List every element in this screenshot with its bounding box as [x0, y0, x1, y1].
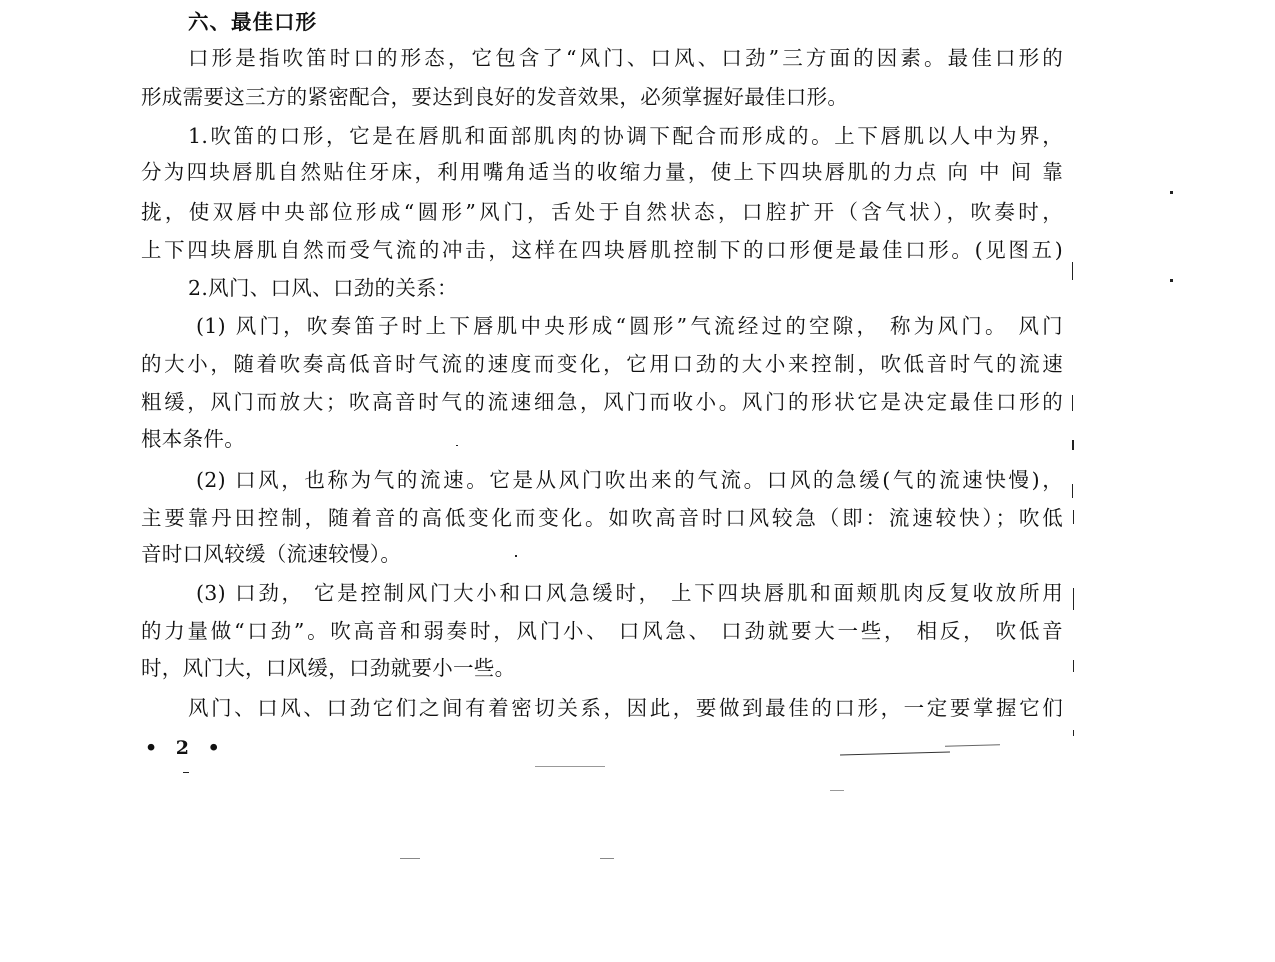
- scan-speck: [1170, 279, 1173, 282]
- text-line: 上下四块唇肌自然而受气流的冲击，这样在四块唇肌控制下的口形便是最佳口形。(见图五): [141, 238, 1063, 262]
- scan-speck: [1072, 484, 1073, 498]
- page-number: • 2 •: [145, 737, 226, 759]
- text-line: 风门、口风、口劲它们之间有着密切关系，因此，要做到最佳的口形，一定要掌握它们: [188, 696, 1063, 720]
- text-line: 音时口风较缓（流速较慢）。: [141, 542, 402, 566]
- text-line: 主要靠丹田控制，随着音的高低变化而变化。如吹高音时口风较急（即：流速较快）；吹低: [141, 506, 1063, 530]
- text-line: 形成需要这三方的紧密配合，要达到良好的发音效果，必须掌握好最佳口形。: [141, 85, 849, 109]
- text-line: (2) 口风，也称为气的流速。它是从风门吹出来的气流。口风的急缓(气的流速快慢)，: [196, 468, 1063, 492]
- scan-speck: [1072, 440, 1074, 450]
- text-line: 1.吹笛的口形，它是在唇肌和面部肌肉的协调下配合而形成的。上下唇肌以人中为界，: [188, 124, 1063, 148]
- scan-speck: [1073, 660, 1074, 672]
- text-line: (1) 风门，吹奏笛子时上下唇肌中央形成“圆形”气流经过的空隙， 称为风门。 风门: [196, 314, 1063, 338]
- text-line: 的力量做“口劲”。吹高音和弱奏时，风门小、 口风急、 口劲就要大一些， 相反， 吹低音: [141, 619, 1063, 643]
- text-line: 分为四块唇肌自然贴住牙床，利用嘴角适当的收缩力量，使上下四块唇肌的力点 向 中 间 靠: [141, 160, 1063, 184]
- section-heading: 六、最佳口形: [188, 10, 317, 34]
- text-line: 粗缓，风门而放大；吹高音时气的流速细急，风门而收小。风门的形状它是决定最佳口形的: [141, 390, 1063, 414]
- scan-speck: [1072, 262, 1073, 280]
- scan-speck: [600, 858, 614, 859]
- text-line: 拢，使双唇中央部位形成“圆形”风门，舌处于自然状态，口腔扩开（含气状），吹奏时，: [141, 200, 1063, 224]
- scan-speck: [1072, 395, 1073, 411]
- scan-speck: [515, 555, 517, 557]
- scan-speck: [1073, 730, 1074, 736]
- scan-speck: [830, 790, 844, 791]
- text-line: 的大小，随着吹奏高低音时气流的速度而变化，它用口劲的大小来控制，吹低音时气的流速: [141, 352, 1063, 376]
- scan-line: [945, 744, 1000, 747]
- scan-speck: [400, 858, 420, 859]
- scan-speck: [1170, 191, 1173, 194]
- scan-line: [840, 751, 950, 755]
- text-line: (3) 口劲， 它是控制风门大小和口风急缓时， 上下四块唇肌和面颊肌肉反复收放所用: [196, 581, 1063, 605]
- scan-speck: [535, 766, 605, 767]
- scan-speck: [183, 772, 189, 773]
- scan-speck: [1073, 510, 1074, 524]
- scan-speck: [456, 445, 458, 446]
- text-line: 口形是指吹笛时口的形态，它包含了“风门、口风、口劲”三方面的因素。最佳口形的: [188, 46, 1063, 70]
- text-line: 时，风门大，口风缓，口劲就要小一些。: [141, 656, 516, 680]
- scan-speck: [1073, 588, 1074, 610]
- text-line: 2.风门、口风、口劲的关系：: [188, 276, 458, 300]
- text-line: 根本条件。: [141, 427, 245, 451]
